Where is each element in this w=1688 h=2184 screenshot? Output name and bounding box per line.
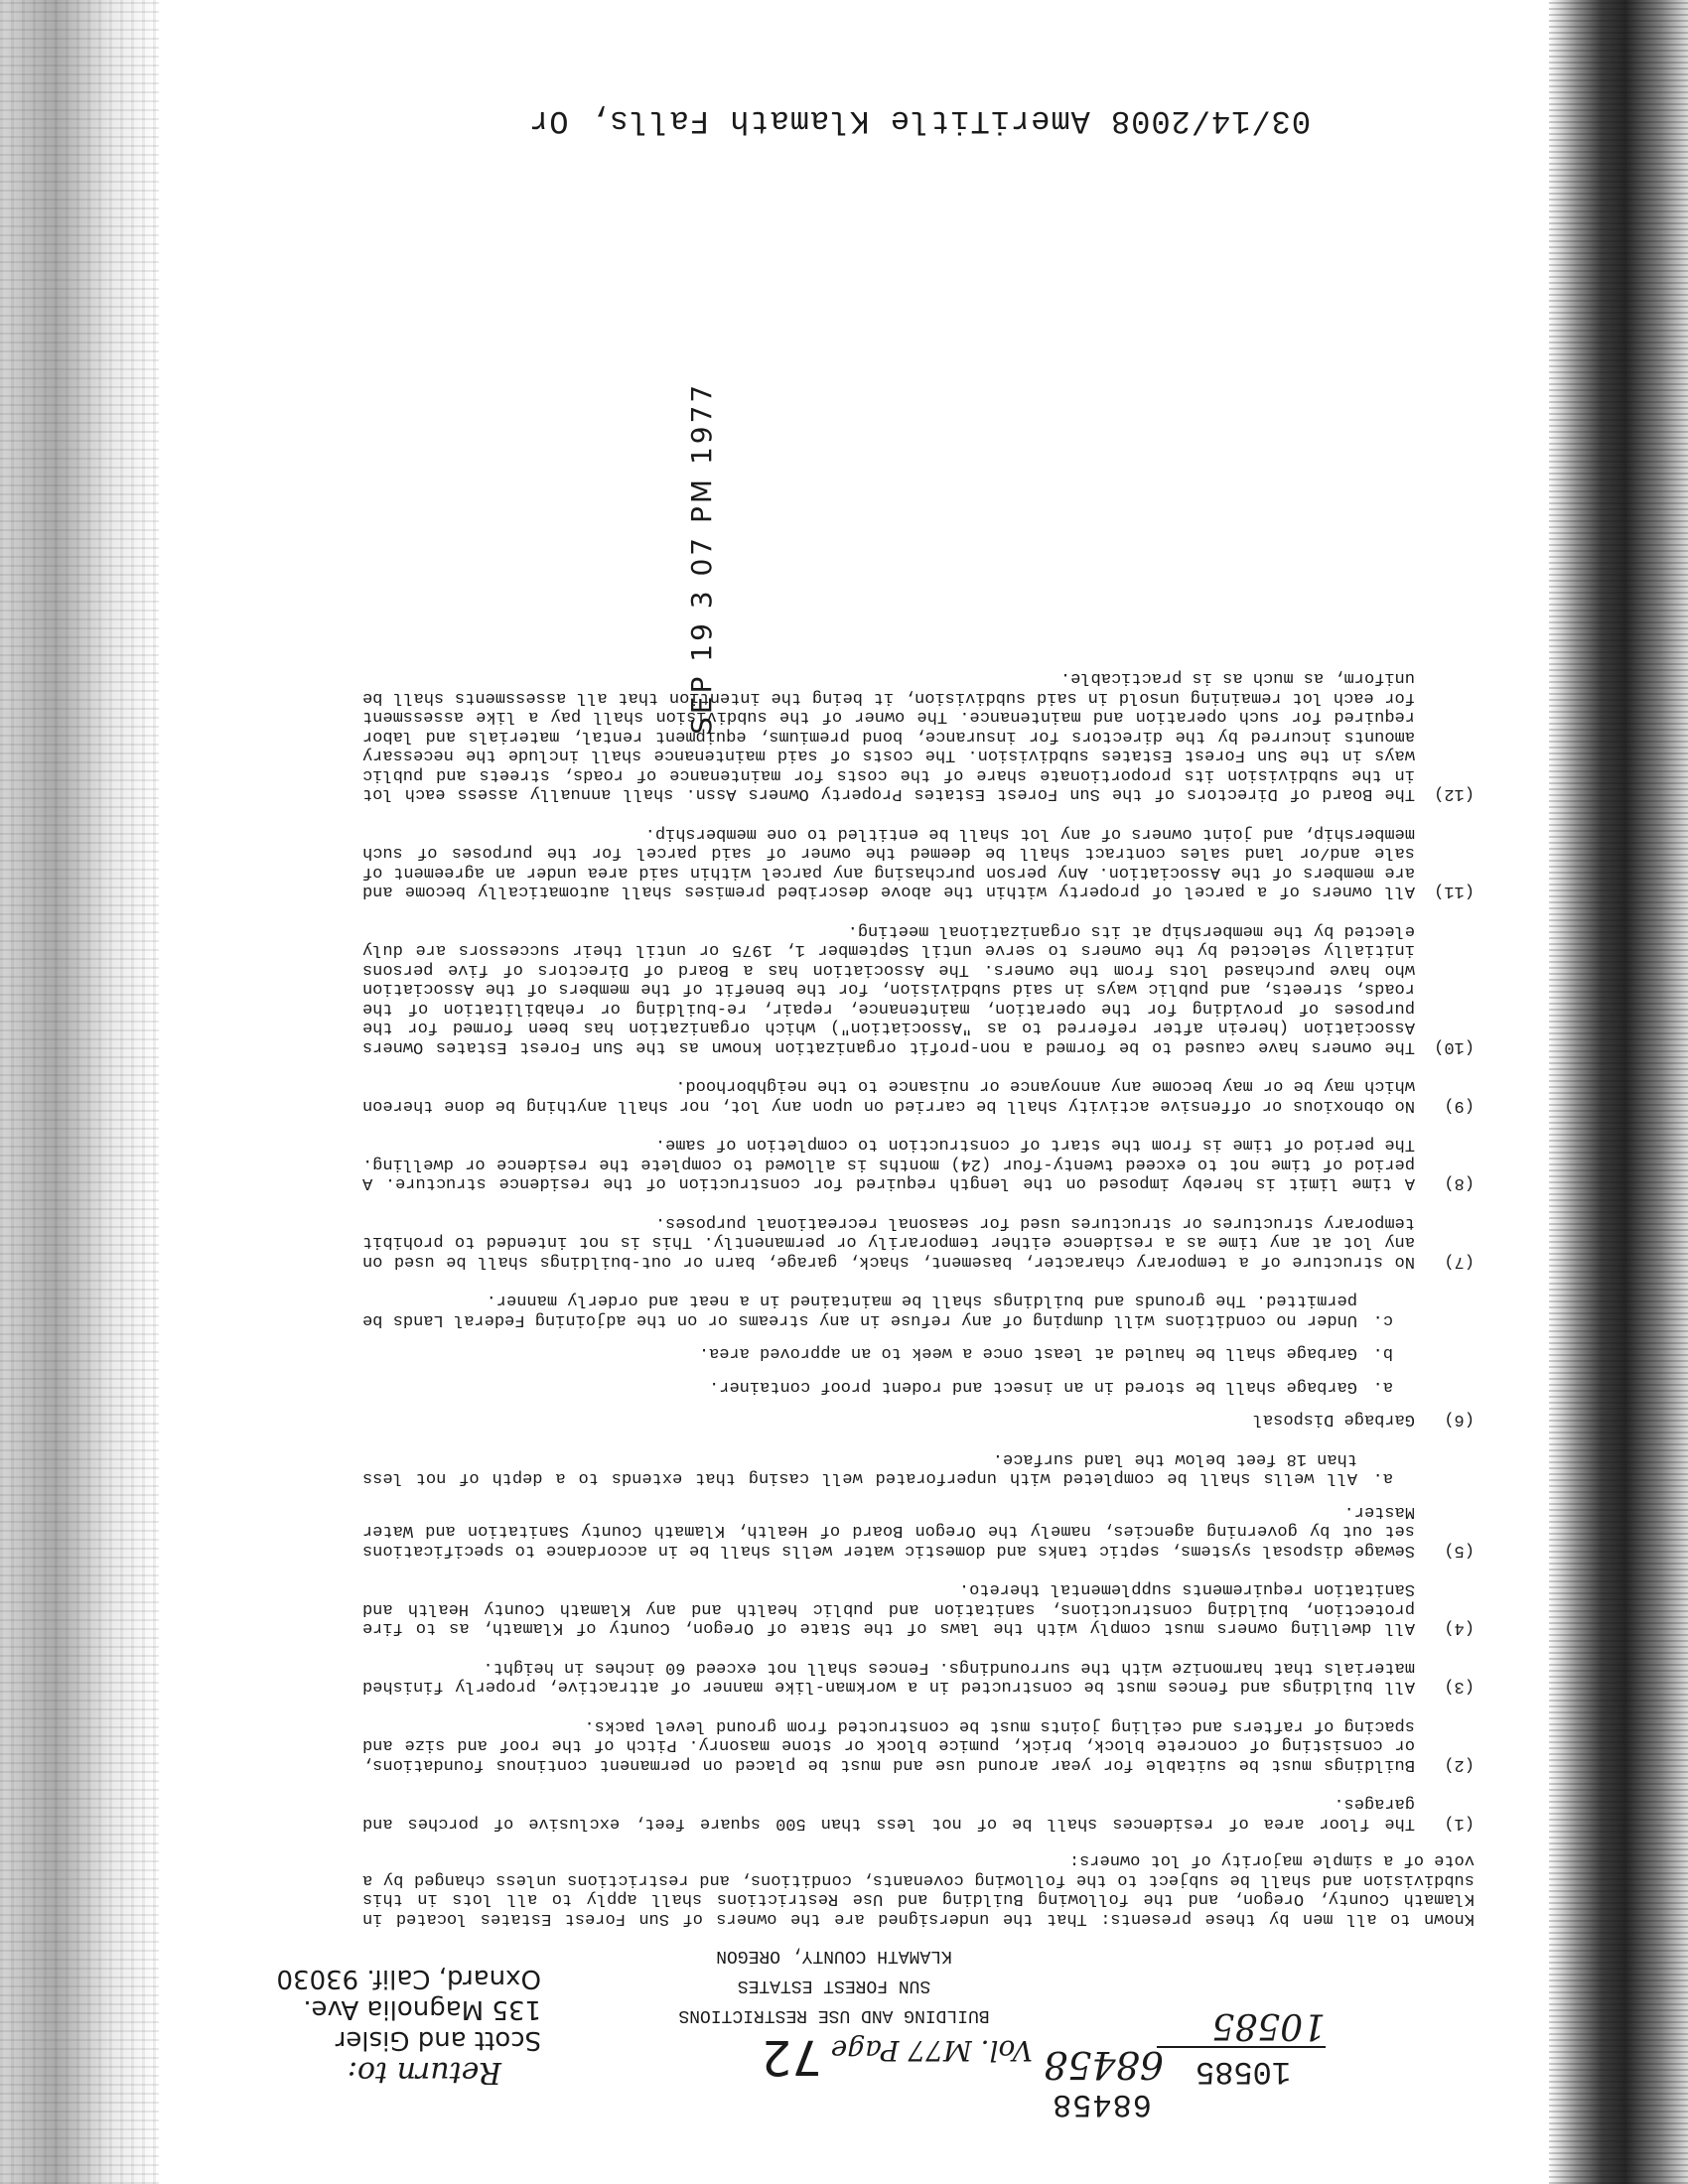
clause-5-sub-a [362,1449,1393,1488]
clause-8 [362,1135,1475,1193]
clause-text: All owners of a parcel of property within the above described premises shall automatically become and are members of the Association. Any person purchasing any parcel within said area under an agreement of sale and/or land sales contract shall be deemed the owner of said parcel for the purposes of such membership, and joint owners of any lot shall be entitled to one membership. [362,824,1415,901]
clause-text: The owners have caused to be formed a non-profit organization known as the Sun Forest Estates Owners Association (herein after referred to as "Association") which organization has been formed for the purposes of providing for the operation, maintenance, repair, re-building or rehabilitation of the roads, streets, and public ways in said subdivision, for the benefit of the members of the Association who have purchased lots from the owners. The Association has a Board of Directors of five persons initially selected by the owners to serve until September 1, 1975 or until their successors are duly elected by the membership at its organizational meeting. [362,921,1415,1056]
sub-letter: c. [1372,1310,1393,1329]
sub-text: Garbage shall be hauled at least once a week to an approved area. [698,1343,1357,1363]
clause-text: No obnoxious or offensive activity shall be carried on upon any lot, nor shall anything be done thereon which may be or may become any annoyance or nuisance to the neighborhood. [362,1076,1415,1115]
clause-4 [362,1579,1475,1638]
title-line: KLAMATH COUNTY, OREGON [716,1946,952,1966]
return-line-name: Scott and Gisler [335,2025,541,2055]
clause-number: (11) [1434,882,1475,901]
clause-12 [362,668,1475,804]
recording-date-stamp [685,357,718,735]
clause-text: The Board of Directors of the Sun Forest Estates Property Owners Assn. shall annually assess each lot in the subdivision its proportionate share of the costs for maintenance of roads, streets and public ways in the Sun Forest Estates subdivision. The costs of said maintenance shall include the necessary amounts incurred by the directors for insurance, bond premiums, equipment rental, materials and labor required for such operation and maintenance. The owner of the subdivision shall pay a like assessment for each lot remaining unsold in said subdivision, it being the intention that all assessments shall be uniform, as much as is practicable. [362,668,1415,804]
clause-number: (6) [1444,1410,1475,1430]
restrictions-body [362,648,1475,1928]
vol-label: Vol. [980,2034,1033,2067]
sub-text: Under no conditions will dumping of any refuse in any streams or on the adjoining Federal Lands be permitted. The grounds and buildings shall be maintained in a neat and orderly manner. [362,1291,1357,1329]
page-number-stamp: 10585 [1195,2053,1291,2090]
page-number-handwritten-under: 10585 [1157,2005,1326,2048]
document-number-handwritten: 68458 [1044,2043,1164,2087]
clause-number: (7) [1444,1252,1475,1271]
clause-text: All buildings and fences must be constructed in a workman-like manner of attractive, properly finished materials that harmonize with the surroundings. Fences shall not exceed 60 inches in height. [362,1658,1415,1697]
title-line: BUILDING AND USE RESTRICTIONS [678,2005,990,2025]
return-line-street: 135 Magnolia Ave. [303,1994,541,2024]
sub-letter: a. [1372,1468,1393,1488]
return-to-label: Return to: [347,2055,501,2090]
clause-11 [362,824,1475,901]
clause-6-sub-b [362,1343,1393,1363]
clause-6-sub-a [362,1377,1393,1397]
document-title [576,1941,1092,2030]
clause-6-sub-c [362,1291,1393,1329]
clause-10 [362,921,1475,1057]
clause-heading: Garbage Disposal [1252,1410,1415,1430]
clause-1 [362,1794,1475,1833]
clause-number: (8) [1444,1173,1475,1193]
clause-9 [362,1076,1475,1115]
page-label: Page [830,2034,900,2067]
clause-number: (9) [1444,1096,1475,1115]
return-address [276,1963,541,2090]
sub-text: All wells shall be completed with unperforated well casing that extends to a depth of not less than 18 feet below the land surface. [362,1449,1357,1488]
clause-7 [362,1213,1475,1272]
intro-paragraph: Known to all men by these presents: That the undersigned are the owners of Sun Forest Estates located in Klamath County, Oregon, and the following Building and Use Restrictions shall apply to all lots in this subdivision and shall be subject to the following covenants, conditions, and restrictions unless changed by a vote of a simple majority of lot owners: [362,1850,1475,1928]
clause-number: (5) [1444,1541,1475,1560]
clause-6 [362,1291,1475,1430]
clause-text: A time limit is hereby imposed on the length required for construction of the residence structure. A period of time not to exceed twenty-four (24) months is allowed to complete the residence or dwelling. The period of time is from the start of construction to completion of same. [362,1135,1415,1193]
recording-date-text: SEP 19 3 07 PM 1977 [685,381,718,735]
volume-page-reference [762,2029,1033,2085]
clause-number: (12) [1434,784,1475,804]
sub-letter: b. [1372,1343,1393,1363]
page-number-handwritten: 72 [761,2029,822,2085]
clause-number: (3) [1444,1677,1475,1697]
sub-text: Garbage shall be stored in an insect and rodent proof container. [709,1377,1357,1396]
clause-number: (4) [1444,1618,1475,1638]
clause-text: No structure of a temporary character, basement, shack, garage, barn or out-buildings shall be used on any lot at any time as a residence either temporarily or permanently. This is not intended to prohibit temporary structures or structures used for seasonal recreational purposes. [362,1213,1415,1271]
clause-number: (2) [1444,1755,1475,1774]
title-line: SUN FOREST ESTATES [737,1976,931,1995]
clause-2 [362,1716,1475,1775]
fax-footer-stamp: 03/14/2008 AmeriTitle Klamath Falls, Or [528,102,1311,139]
document-number: 68458 [1051,2086,1152,2122]
return-line-city: Oxnard, Calif. 93030 [276,1964,541,1993]
clause-5 [362,1449,1475,1561]
clause-text: Sewage disposal systems, septic tanks and domestic water wells shall be in accordance to specifications set out by governing agencies, namely the Oregon Board of Health, Klamath County Sanitation and Water Master. [362,1502,1415,1560]
clause-text: The floor area of residences shall be of not less than 500 square feet, exclusive of porches and garages. [362,1794,1415,1833]
vol-number: M77 [908,2034,972,2067]
clause-3 [362,1658,1475,1697]
clause-text: Buildings must be suitable for year around use and must be placed on permanent continous foundations, or consisting of concrete block, brick, pumice block or stone masonry. Pitch of the roof and size and spacing of rafters and ceiling joints must be constructed from ground level packs. [362,1716,1415,1774]
sub-letter: a. [1372,1377,1393,1396]
clause-number: (10) [1434,1037,1475,1056]
clause-number: (1) [1444,1814,1475,1833]
clause-text: All dwelling owners must comply with the laws of the State of Oregon, County of Klamath, as to fire protection, building constructions, sanitation and public health and any Klamath County Health and Sanitation requirements supplemental thereto. [362,1579,1415,1638]
